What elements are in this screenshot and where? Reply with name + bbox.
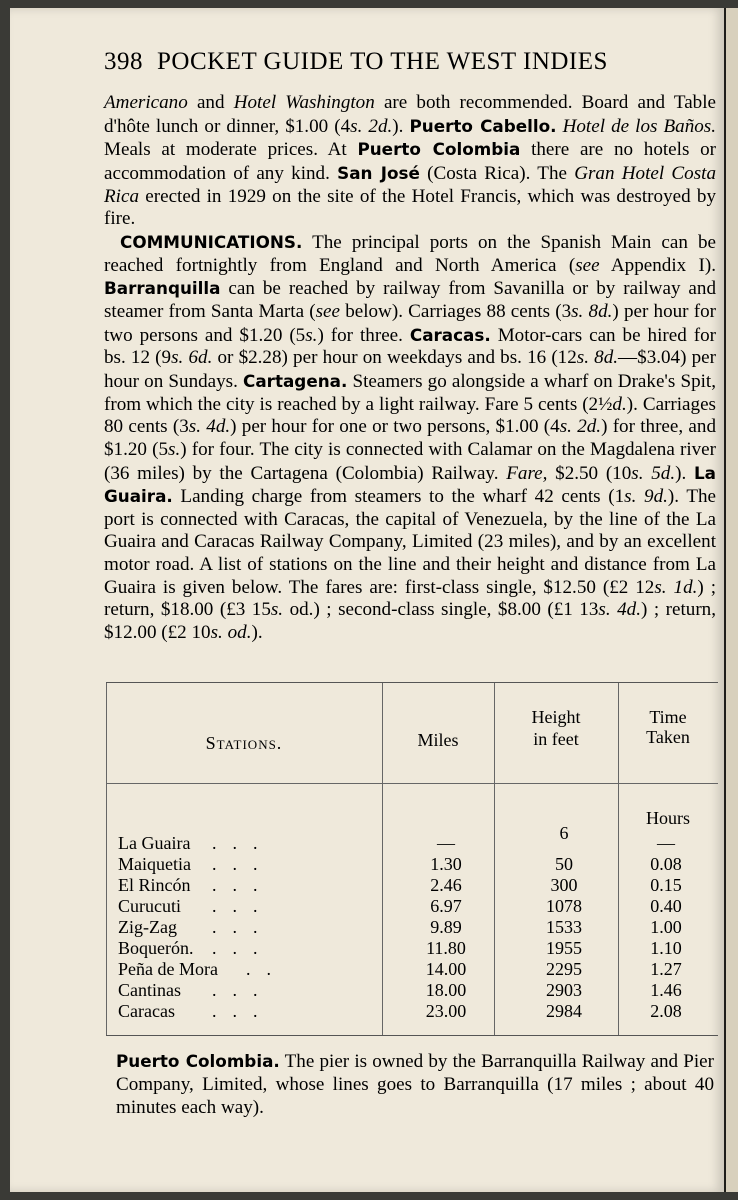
table-row [106,896,718,918]
text-span: Motor-cars can be hired for bs. 12 (9 [104,324,716,369]
text-span: ) for three. [317,324,410,346]
time-header-line2: Taken [646,727,690,747]
miles-value: 23.00 [425,1001,467,1021]
time-value: 0.08 [650,854,682,874]
text-span: s. [559,416,572,438]
text-span: Hotel Washington [233,92,375,113]
text-span: 8d. [594,347,619,369]
text-span: ). [675,462,694,484]
time-header-line1: Time [649,707,687,727]
text-span: ) for four. The city is connected with Calamar on the Magdalena river (36 miles) by the Cartagena (Colombia) Railway. [104,438,717,484]
text-span: ). [251,622,263,644]
text-span: 4d. [206,416,231,438]
time-value: 1.00 [650,917,682,937]
header-rule [106,783,718,784]
place-heading: Puerto Colombia. [116,1051,280,1071]
text-span: s. [576,347,589,369]
table-row [106,938,718,960]
text-span: s. [168,438,181,460]
table-row [106,823,718,855]
text-span: $2.50 (10 [547,462,632,484]
text-span: 4d. [617,599,641,621]
text-span: Hotel de los Baños. [562,115,716,137]
place-heading: Cartagena. [243,370,348,391]
place-heading: Caracas. [409,324,491,345]
leader-dots: ... [212,1001,274,1021]
text-span: Landing charge from steamers to the wharf 42 cents (1 [172,486,625,508]
place-heading: San José [337,162,420,183]
time-value: 2.08 [650,1001,682,1021]
text-span [667,577,674,598]
footer-paragraph [116,1050,714,1119]
time-value: 1.10 [650,938,682,958]
text-span: s. [350,115,363,137]
text-span: ). The port is connected with Caracas, the capital of Venezuela, by the line of the La Guaira and Caracas Railway Company, Limited (23 miles), and by an excellent motor road. A list of stations on the line and their height and distance from La Guaira is given below. The fares are: first-class single, $12.50 (£2 12 [104,486,716,598]
leader-dots: ... [212,980,274,1000]
miles-value: 14.00 [425,959,467,979]
text-span: ). [392,115,410,137]
text-span: Fare, [506,462,548,484]
time-value: 0.15 [650,875,682,895]
stations-table [106,682,718,1036]
text-span: Steamers go alongside a wharf on Drake's Spit, from which the city is reached by a light railway. Fare 5 cents (2½ [104,370,716,415]
text-span: The principal ports on the Spanish Main can be reached fortnightly from England and North America ( [104,231,716,276]
station-name: Curucuti [118,896,181,916]
text-span: s. [171,347,184,369]
text-span: d. [612,393,627,415]
place-heading: Barranquilla [104,278,221,299]
stations-header: Stations. [205,733,283,753]
height-value: 2295 [546,959,582,979]
leader-dots: ... [212,875,274,895]
text-span: 9d. [644,486,668,508]
leader-dots: .. [246,959,287,979]
text-span: od.) ; second-class single, $8.00 (£1 13 [283,599,599,621]
height-value: 6 [559,823,569,843]
table-row [106,1001,718,1023]
running-title: POCKET GUIDE TO THE WEST INDIES [157,48,608,75]
text-span: 6d. [188,347,213,369]
miles-value: — [437,833,455,853]
text-span: ) ; return, $12.00 (£2 10 [104,599,716,644]
text-span: s. [598,599,611,621]
text-span: ). Carriages 80 cents (3 [104,393,716,438]
miles-header: Miles [417,730,459,750]
text-span: s. [270,599,284,621]
text-span: 2d. [577,416,602,438]
station-name: La Guaira [118,833,191,853]
leader-dots: ... [212,854,274,874]
place-heading: La Guaira. [104,462,716,507]
text-span: (Costa Rica). The [419,162,575,184]
time-value: 1.46 [650,980,682,1000]
height-value: 2984 [546,1001,582,1021]
page-number: 398 [104,48,143,75]
text-span: s. [624,486,637,508]
page-header [104,48,664,76]
time-unit-label: Hours [646,808,690,828]
miles-value: 18.00 [425,980,467,1000]
text-span: ) per hour for one or two persons, $1.00 (4 [230,416,560,438]
text-span: The pier is owned by the Barranquilla Railway and Pier Company, Limited, whose lines goes to Barranquilla (17 miles ; about 40 minutes each way). [116,1051,714,1118]
text-span: see [315,300,340,322]
table-row [106,959,718,981]
leader-dots: ... [212,833,274,853]
text-span: are both recommended. Board and Table d'hôte lunch or dinner, $1.00 (4 [104,92,716,137]
text-span: ) per hour for two persons and $1.20 (5 [104,300,716,346]
text-span: Americano [104,92,188,113]
text-span: s. [210,622,223,644]
text-span: s. [571,300,584,322]
height-value: 1955 [546,938,582,958]
miles-value: 11.80 [426,938,466,958]
table-row [106,854,718,876]
miles-value: 1.30 [430,854,462,874]
text-span: s. [305,324,318,346]
text-span: there are no hotels or accommodation of any kind. [104,139,716,184]
place-heading: Puerto Cabello. [409,115,557,136]
station-name: Maiquetia [118,854,191,874]
text-span: or $2.28) per hour on weekdays and bs. 16 (12 [212,347,577,369]
text-span [636,486,644,507]
leader-dots: ... [212,938,274,958]
time-value: 0.40 [650,896,682,916]
table-row [106,917,718,939]
station-name: Boquerón. [118,938,194,958]
station-name: Cantinas [118,980,181,1000]
station-name: Caracas [118,1001,175,1021]
station-name: Peña de Mora [118,959,218,979]
text-span: —$3.04) per hour on Sundays. [104,347,716,392]
text-span: 2d. [368,115,393,137]
text-span: 1d. [673,576,698,598]
table-row [106,875,718,897]
section-heading: COMMUNICATIONS. [120,231,303,252]
text-span: and [187,92,234,113]
text-span: can be reached by railway from Savanilla or by railway and steamer from Santa Marta ( [104,278,716,322]
text-span: ) ; return, $18.00 (£3 15 [104,576,717,621]
text-span: Meals at moderate prices. At [104,139,358,161]
miles-value: 6.97 [430,896,462,916]
text-span: od. [227,622,252,644]
miles-value: 2.46 [430,875,462,895]
height-header-line1: Height [531,707,581,727]
height-value: 1078 [546,896,582,916]
text-span: see [575,254,600,276]
station-name: El Rincón [118,875,191,895]
time-value: 1.27 [650,959,682,979]
text-span: Appendix I). [599,254,717,276]
text-span: ) for three, and $1.20 (5 [104,416,716,460]
text-span: s. [188,416,201,438]
leader-dots: ... [212,917,274,937]
height-value: 300 [550,875,578,895]
text-span: s. [631,462,644,484]
time-value: — [657,833,675,853]
place-heading: Puerto Colombia [357,139,521,160]
height-value: 50 [555,854,573,874]
table-row [106,980,718,1002]
text-span: erected in 1929 on the site of the Hotel Francis, which was destroyed by fire. [104,185,716,230]
text-span: below). Carriages 88 cents (3 [340,300,572,322]
height-value: 2903 [546,980,582,1000]
height-value: 1533 [546,917,582,937]
text-span: 5d. [651,462,676,484]
leader-dots: ... [212,896,274,916]
miles-value: 9.89 [430,917,462,937]
next-page-edge [724,8,738,1192]
text-span: Gran Hotel Costa Rica [104,162,716,207]
text-span: s. [654,576,667,598]
body-paragraph [104,92,716,645]
height-header-line2: in feet [533,729,579,749]
text-span: 8d. [588,300,613,322]
station-name: Zig-Zag [118,917,177,937]
